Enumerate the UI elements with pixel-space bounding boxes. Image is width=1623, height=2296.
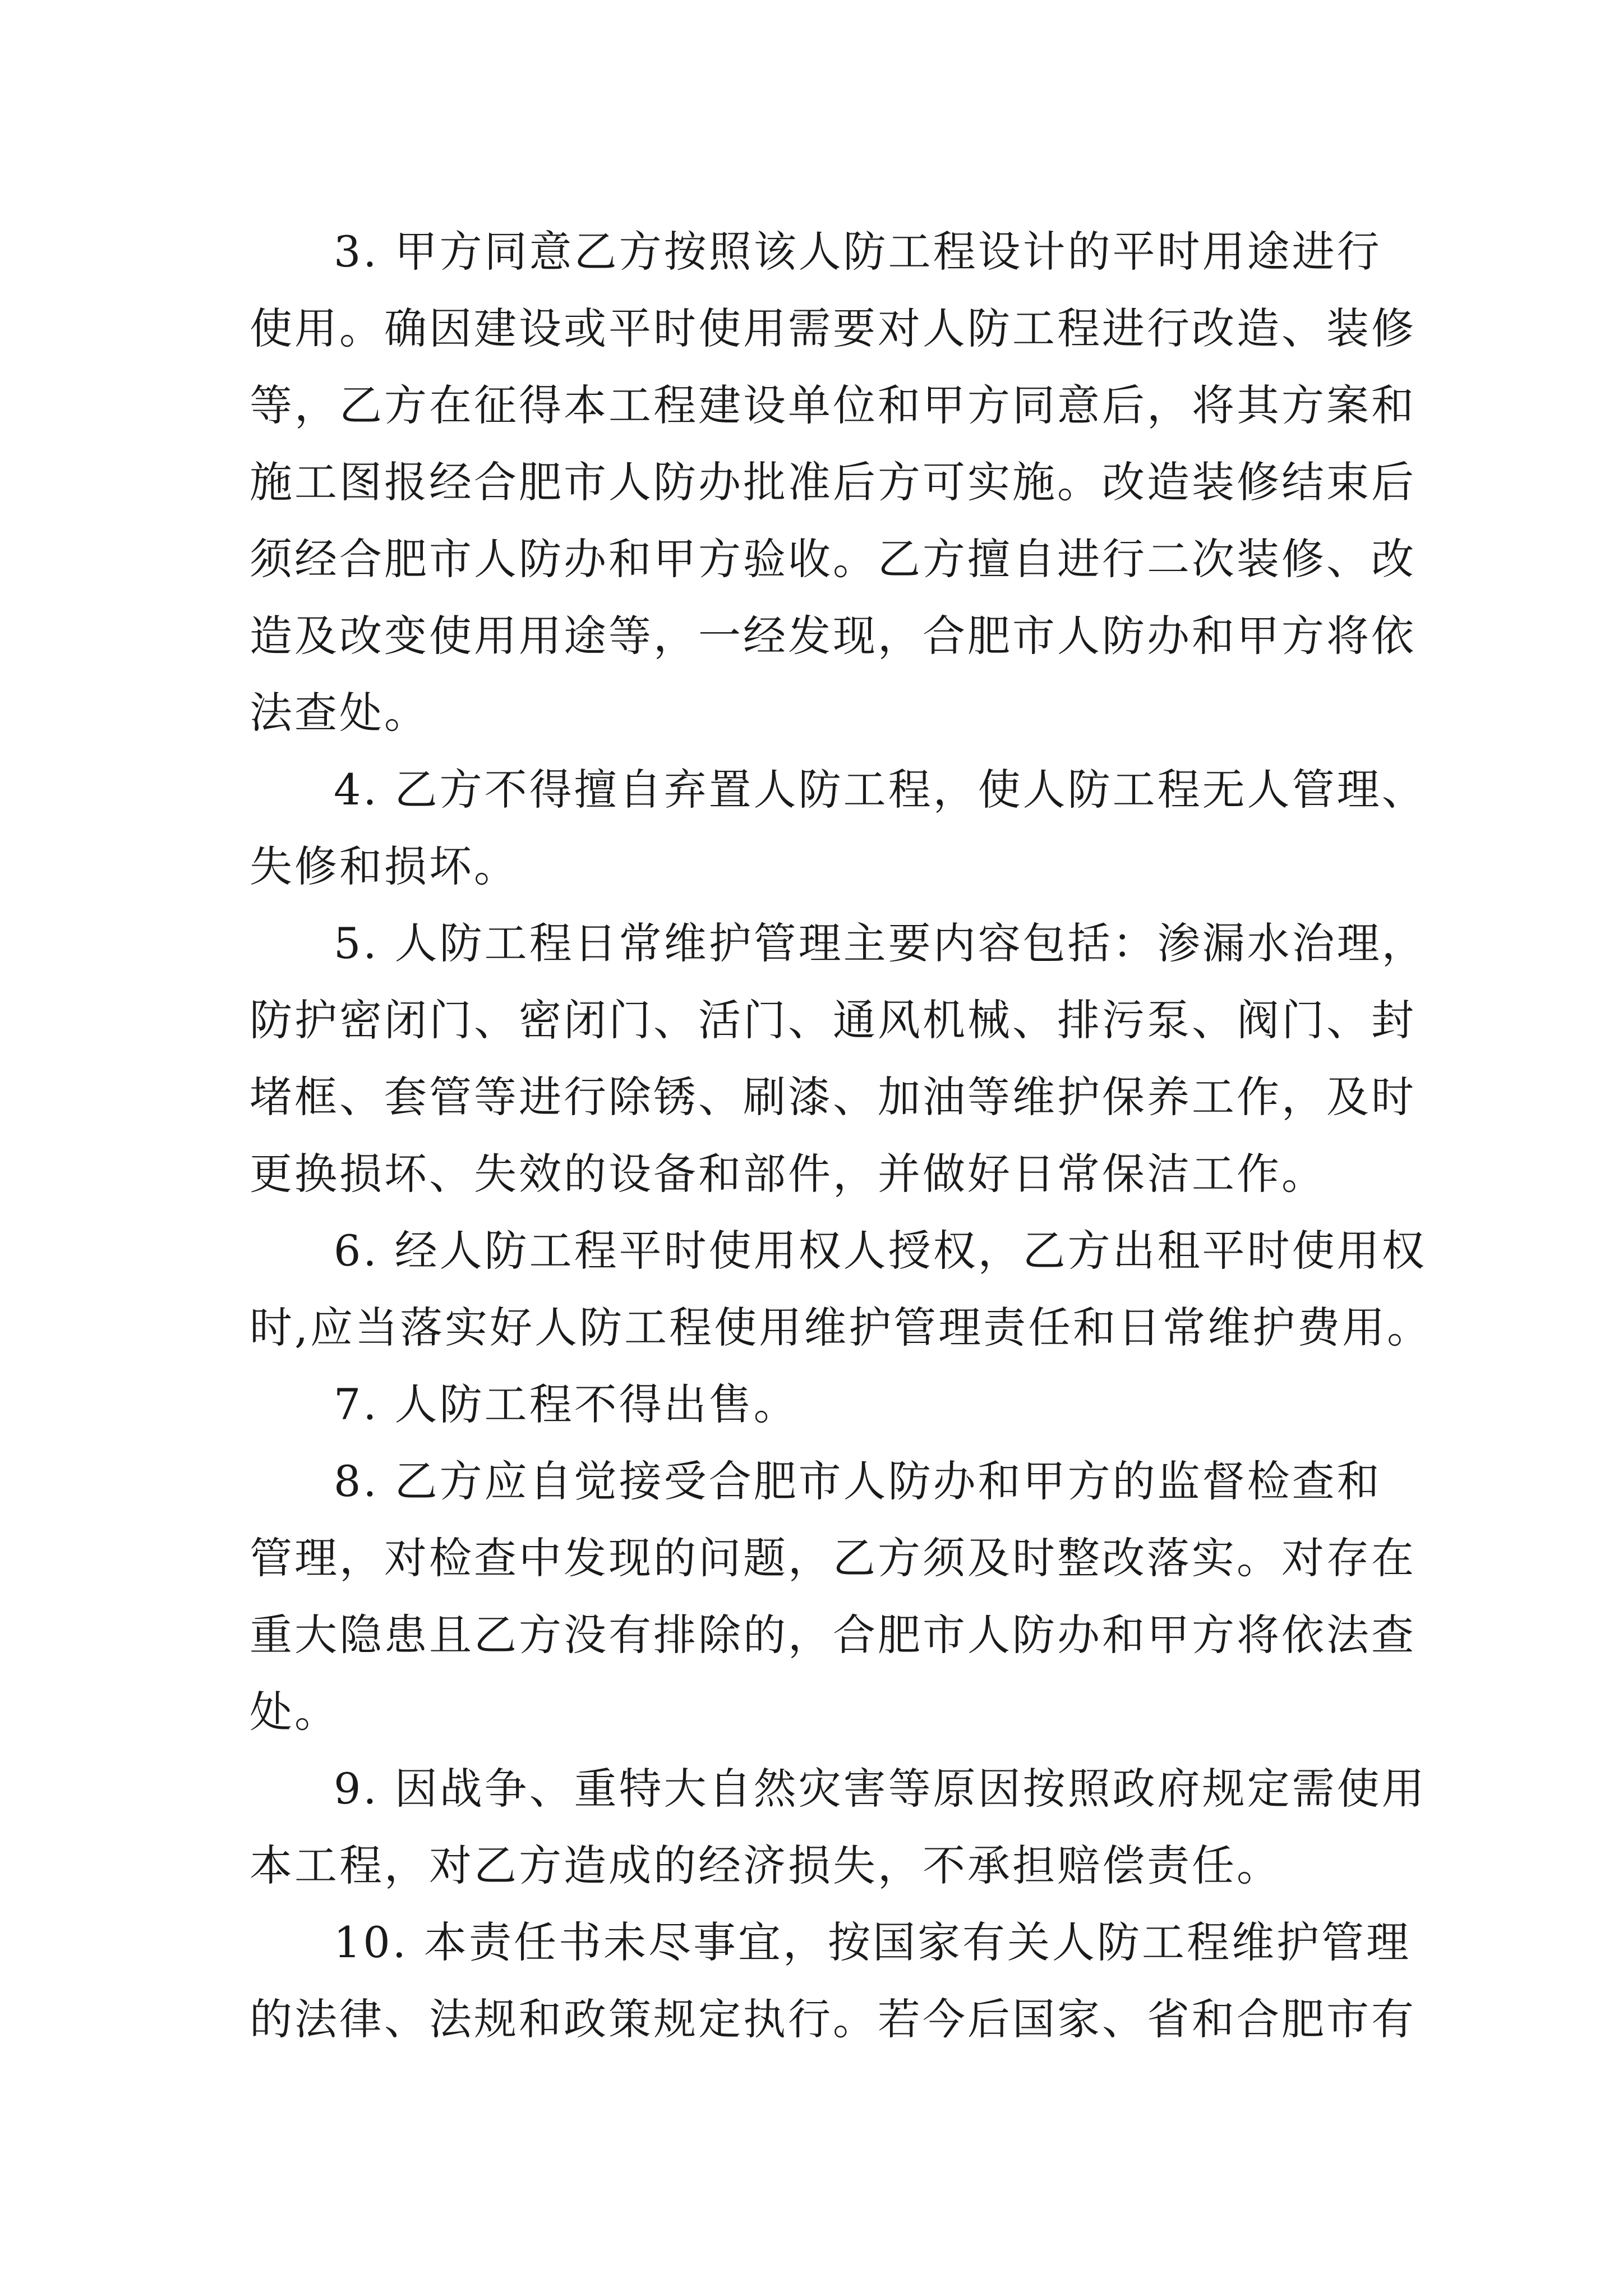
paragraph-line: 使用。确因建设或平时使用需要对人防工程进行改造、装修	[250, 303, 1416, 353]
clause-3-paragraph	[250, 213, 1416, 751]
paragraph-line: 防护密闭门、密闭门、活门、通风机械、排污泵、阀门、封	[250, 995, 1416, 1045]
paragraph-line: 须经合肥市人防办和甲方验收。乙方擅自进行二次装修、改	[250, 534, 1416, 584]
paragraph-line: 5. 人防工程日常维护管理主要内容包括：渗漏水治理，	[334, 918, 1427, 968]
paragraph-line: 7. 人防工程不得出售。	[334, 1379, 799, 1429]
paragraph-line: 堵框、套管等进行除锈、刷漆、加油等维护保养工作，及时	[250, 1072, 1416, 1122]
paragraph-line: 3. 甲方同意乙方按照该人防工程设计的平时用途进行	[334, 227, 1382, 277]
clause-7-paragraph	[250, 1366, 1404, 1443]
clause-9-paragraph	[250, 1750, 1427, 1904]
clause-8-paragraph	[250, 1443, 1416, 1750]
clause-4-paragraph	[250, 751, 1427, 905]
clause-5-paragraph	[250, 905, 1427, 1212]
paragraph-line: 处。	[250, 1687, 339, 1737]
clause-10-paragraph	[250, 1904, 1416, 2058]
paragraph-line: 法查处。	[250, 688, 429, 738]
paragraph-line: 9. 因战争、重特大自然灾害等原因按照政府规定需使用	[334, 1764, 1427, 1814]
paragraph-line: 失修和损坏。	[250, 841, 519, 891]
document-page	[250, 213, 1432, 2058]
paragraph-line: 4. 乙方不得擅自弃置人防工程，使人防工程无人管理、	[334, 765, 1427, 815]
paragraph-line: 重大隐患且乙方没有排除的，合肥市人防办和甲方将依法查	[250, 1610, 1416, 1660]
paragraph-line: 等，乙方在征得本工程建设单位和甲方同意后，将其方案和	[250, 380, 1416, 430]
paragraph-line: 本工程，对乙方造成的经济损失，不承担赔偿责任。	[250, 1841, 1281, 1890]
paragraph-line: 6. 经人防工程平时使用权人授权，乙方出租平时使用权	[334, 1226, 1427, 1276]
paragraph-line: 施工图报经合肥市人防办批准后方可实施。改造装修结束后	[250, 457, 1416, 507]
clause-6-paragraph	[250, 1212, 1432, 1366]
paragraph-line: 更换损坏、失效的设备和部件，并做好日常保洁工作。	[250, 1149, 1326, 1199]
paragraph-line: 的法律、法规和政策规定执行。若今后国家、省和合肥市有	[250, 1994, 1416, 2044]
paragraph-line: 8. 乙方应自觉接受合肥市人防办和甲方的监督检查和	[334, 1456, 1382, 1506]
paragraph-line: 造及改变使用用途等，一经发现，合肥市人防办和甲方将依	[250, 611, 1416, 661]
paragraph-line: 10. 本责任书未尽事宜，按国家有关人防工程维护管理	[334, 1917, 1412, 1967]
paragraph-line: 时,应当落实好人防工程使用维护管理责任和日常维护费用。	[250, 1303, 1432, 1352]
paragraph-line: 管理，对检查中发现的问题，乙方须及时整改落实。对存在	[250, 1533, 1416, 1583]
